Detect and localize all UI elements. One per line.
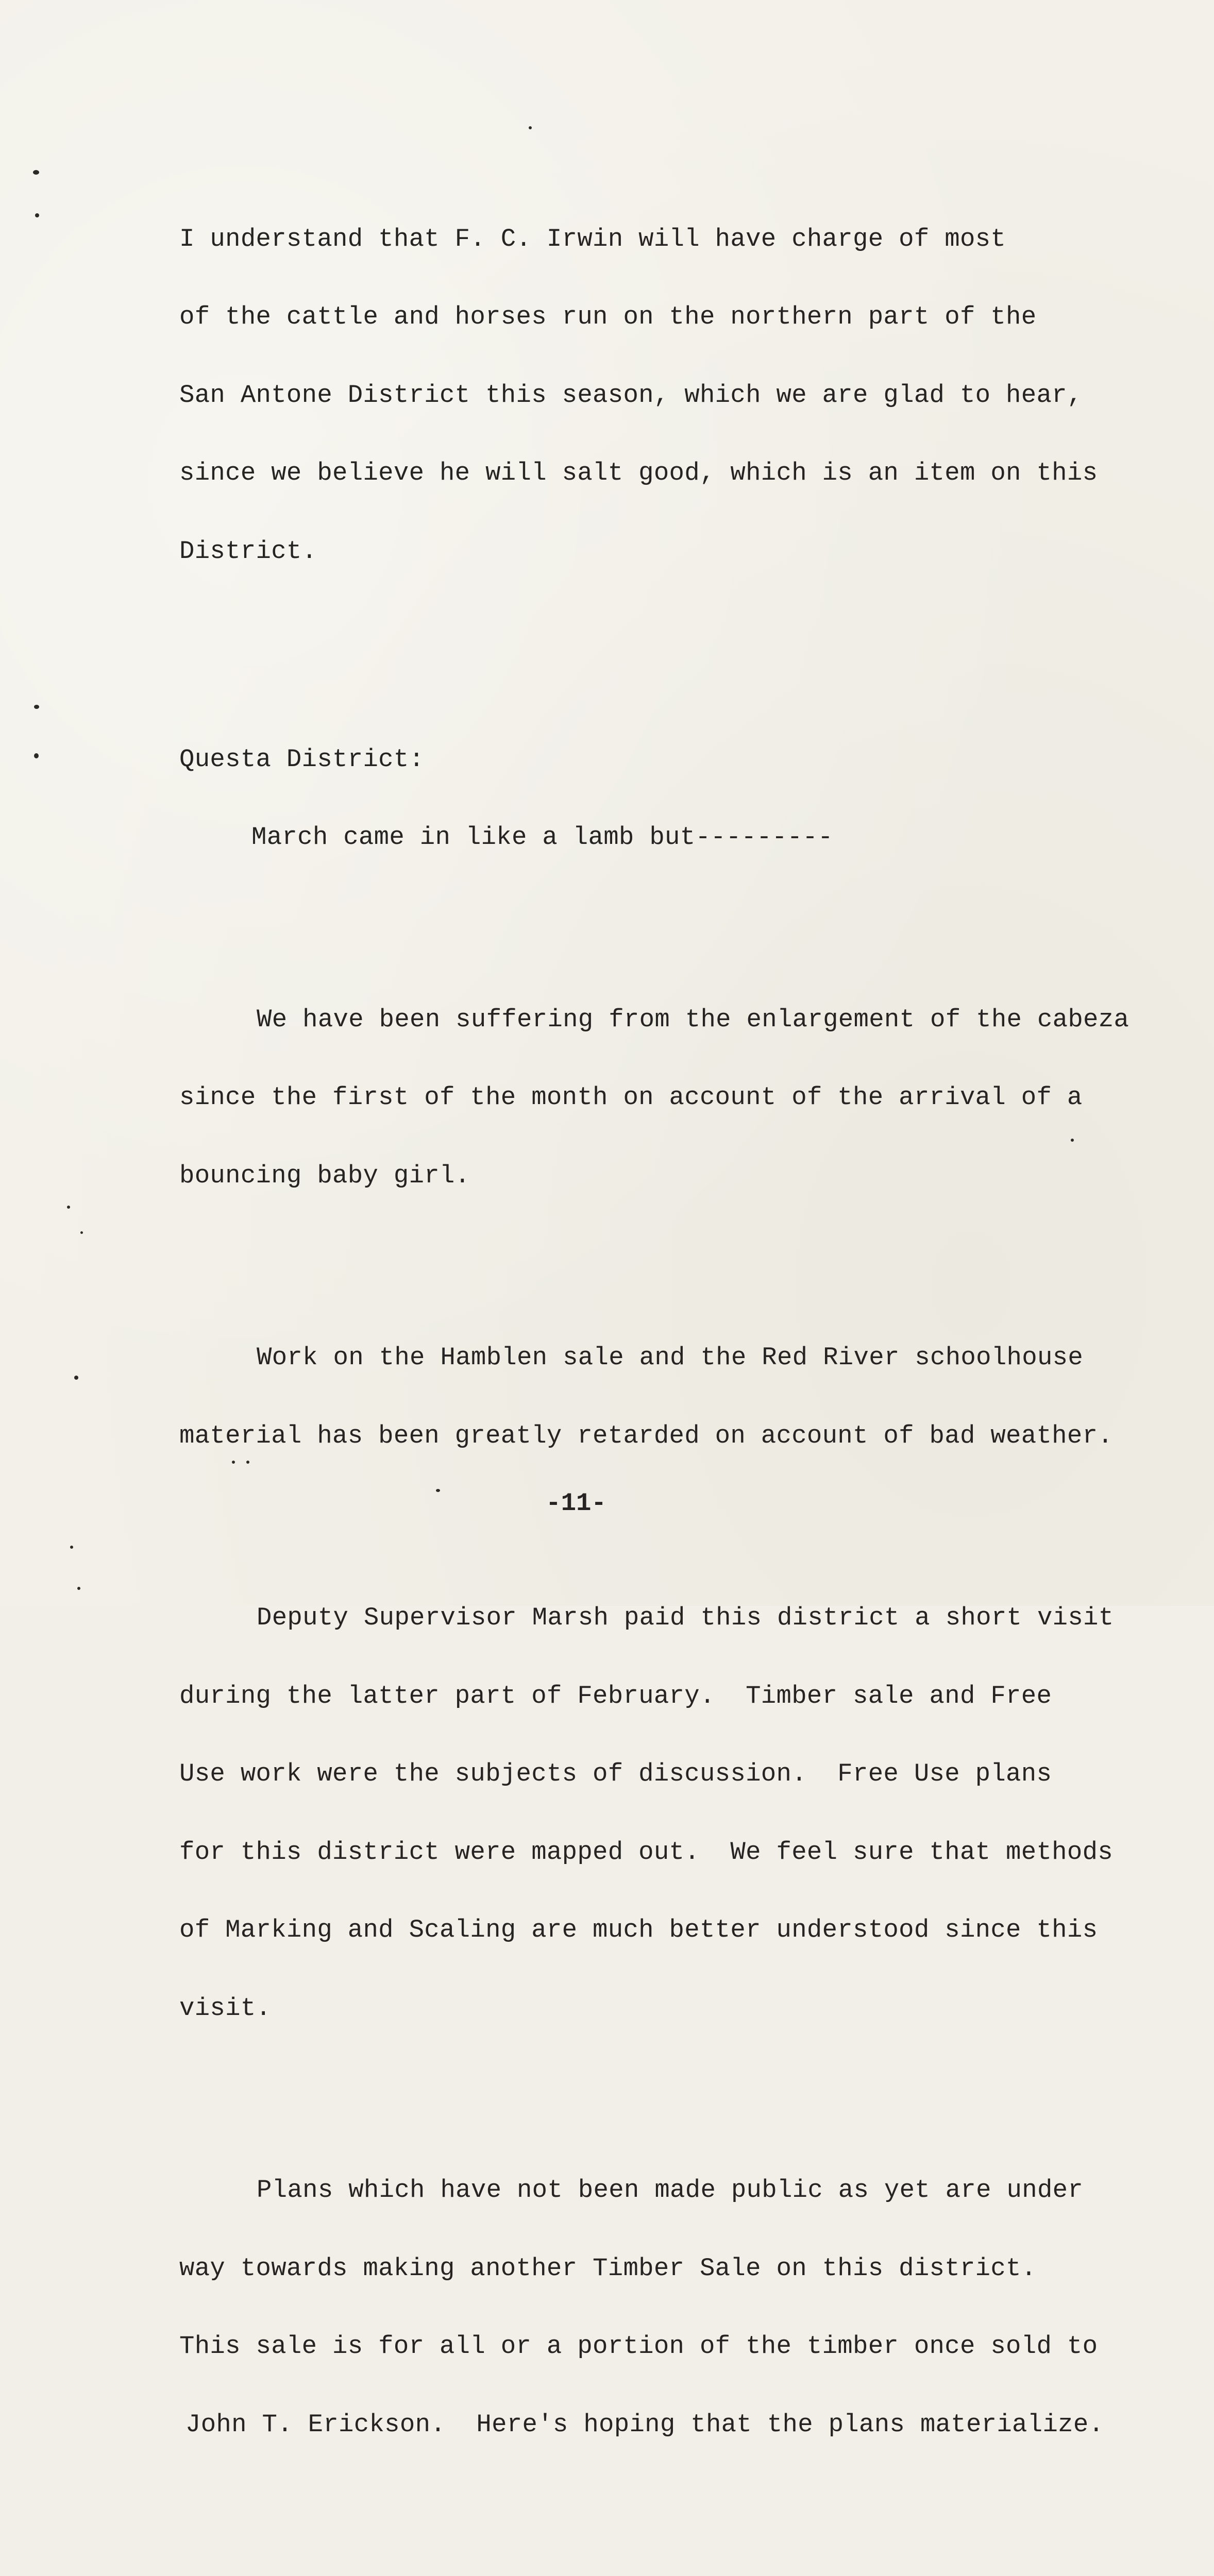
text-line: San Antone District this season, which we are glad to hear, [179, 380, 1083, 410]
scan-speck [246, 1461, 249, 1464]
text-line: Deputy Supervisor Marsh paid this district a short visit [257, 1603, 1114, 1632]
scan-speck [33, 170, 39, 175]
text-line: Work on the Hamblen sale and the Red River schoolhouse [257, 1343, 1084, 1372]
scan-speck [1071, 1139, 1074, 1142]
section-heading-questa: Questa District: [179, 744, 425, 774]
scan-speck [80, 1231, 83, 1234]
text-line: material has been greatly retarded on account of bad weather. [179, 1421, 1113, 1450]
scan-speck [77, 1587, 80, 1590]
scan-speck [529, 126, 532, 129]
scan-speck [70, 1546, 73, 1549]
text-line: I understand that F. C. Irwin will have charge of most [179, 224, 1006, 253]
page-number-text: -11- [546, 1489, 606, 1518]
text-line: of the cattle and horses run on the northern part of the [179, 302, 1037, 331]
text-line: since we believe he will salt good, which is an item on this [179, 459, 1098, 487]
text-line: since the first of the month on account of the arrival of a [179, 1083, 1083, 1112]
scan-speck [34, 705, 39, 709]
scan-speck [74, 1376, 78, 1380]
text-line: bouncing baby girl. [179, 1161, 470, 1190]
text-line: Use work were the subjects of discussion. Free Use plans [179, 1759, 1052, 1788]
text-line: visit. [179, 1993, 272, 2023]
text-line: We have been suffering from the enlargement of the cabeza [257, 1005, 1129, 1034]
scan-speck [436, 1489, 440, 1492]
text-line: of Marking and Scaling are much better understood since this [179, 1916, 1098, 1944]
text-line: This sale is for all or a portion of the timber once sold to [179, 2332, 1098, 2361]
page-number [0, 1489, 1214, 1518]
text-line: District. [179, 536, 317, 566]
scan-speck [67, 1206, 70, 1209]
text-line: March came in like a lamb but--------- [251, 823, 833, 852]
text-line: way towards making another Timber Sale on this district. [179, 2253, 1037, 2283]
text-line: for this district were mapped out. We feel sure that methods [179, 1837, 1113, 1867]
text-line: John T. Erickson. Here's hoping that the plans materialize. [186, 2410, 1104, 2439]
scan-speck [35, 213, 39, 217]
scan-speck [232, 1461, 235, 1464]
scan-speck [34, 753, 39, 758]
document-body [179, 148, 1158, 2576]
text-line: during the latter part of February. Timber sale and Free [179, 1681, 1052, 1710]
text-line: Plans which have not been made public as yet are under [257, 2176, 1084, 2205]
